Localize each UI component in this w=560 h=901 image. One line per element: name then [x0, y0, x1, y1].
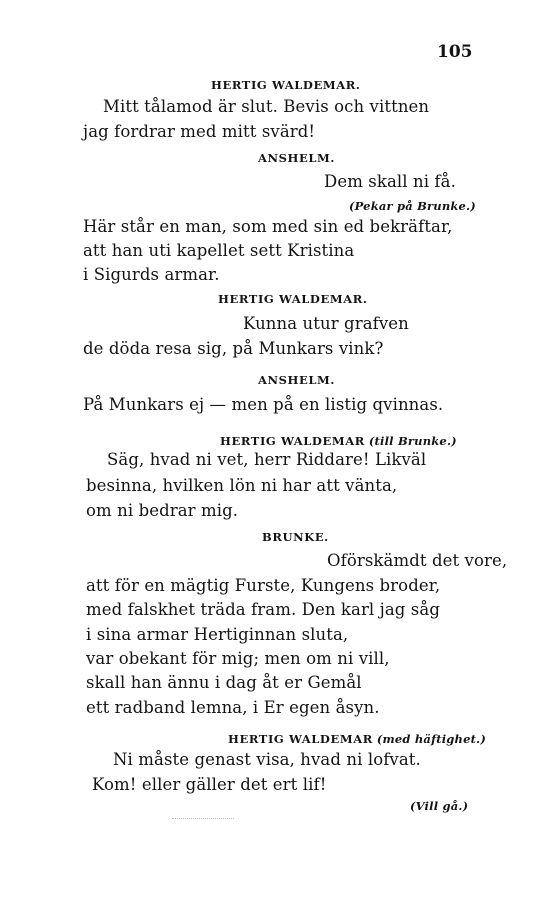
verse-line: i Sigurds armar. — [83, 265, 220, 284]
verse-line: ett radband lemna, i Er egen åsyn. — [86, 698, 380, 717]
speaker-name: ANSHELM. — [258, 373, 335, 387]
verse-line: Här står en man, som med sin ed bekräftar, — [83, 217, 453, 236]
verse-line: att för en mägtig Furste, Kungens broder, — [86, 576, 441, 595]
speaker-name: HERTIG WALDEMAR — [228, 732, 373, 746]
speaker-name: HERTIG WALDEMAR. — [211, 78, 361, 92]
stage-direction: (med häftighet.) — [376, 732, 486, 746]
verse-line: skall han ännu i dag åt er Gemål — [86, 673, 362, 692]
verse-line: Kom! eller gäller det ert lif! — [92, 775, 327, 794]
stage-direction: (till Brunke.) — [368, 434, 457, 448]
page-number: 105 — [437, 42, 473, 62]
verse-line: Säg, hvad ni vet, herr Riddare! Likväl — [107, 450, 427, 469]
verse-line: Mitt tålamod är slut. Bevis och vittnen — [103, 97, 430, 116]
stage-direction: (Pekar på Brunke.) — [349, 199, 476, 213]
verse-line: Ni måste genast visa, hvad ni lofvat. — [113, 750, 421, 769]
verse-line: var obekant för mig; men om ni vill, — [86, 649, 390, 668]
verse-line: med falskhet träda fram. Den karl jag såg — [86, 600, 440, 619]
speaker-with-direction — [220, 432, 457, 448]
verse-line: Kunna utur grafven — [243, 314, 409, 333]
stage-direction: (Vill gå.) — [410, 799, 469, 813]
verse-line: På Munkars ej — men på en listig qvinnas. — [83, 395, 444, 414]
verse-line: Oförskämdt det vore, — [327, 551, 508, 570]
speaker-with-direction — [228, 730, 486, 746]
print-smudge — [172, 818, 234, 821]
speaker-name: HERTIG WALDEMAR. — [218, 292, 368, 306]
speaker-name: BRUNKE. — [262, 530, 329, 544]
speaker-name: HERTIG WALDEMAR — [220, 434, 365, 448]
speaker-name: ANSHELM. — [258, 151, 335, 165]
verse-line: Dem skall ni få. — [324, 172, 456, 191]
verse-line: de döda resa sig, på Munkars vink? — [83, 339, 384, 358]
verse-line: att han uti kapellet sett Kristina — [83, 241, 355, 260]
verse-line: jag fordrar med mitt svärd! — [83, 122, 316, 141]
verse-line: i sina armar Hertiginnan sluta, — [86, 625, 349, 644]
verse-line: besinna, hvilken lön ni har att vänta, — [86, 476, 398, 495]
verse-line: om ni bedrar mig. — [86, 501, 239, 520]
